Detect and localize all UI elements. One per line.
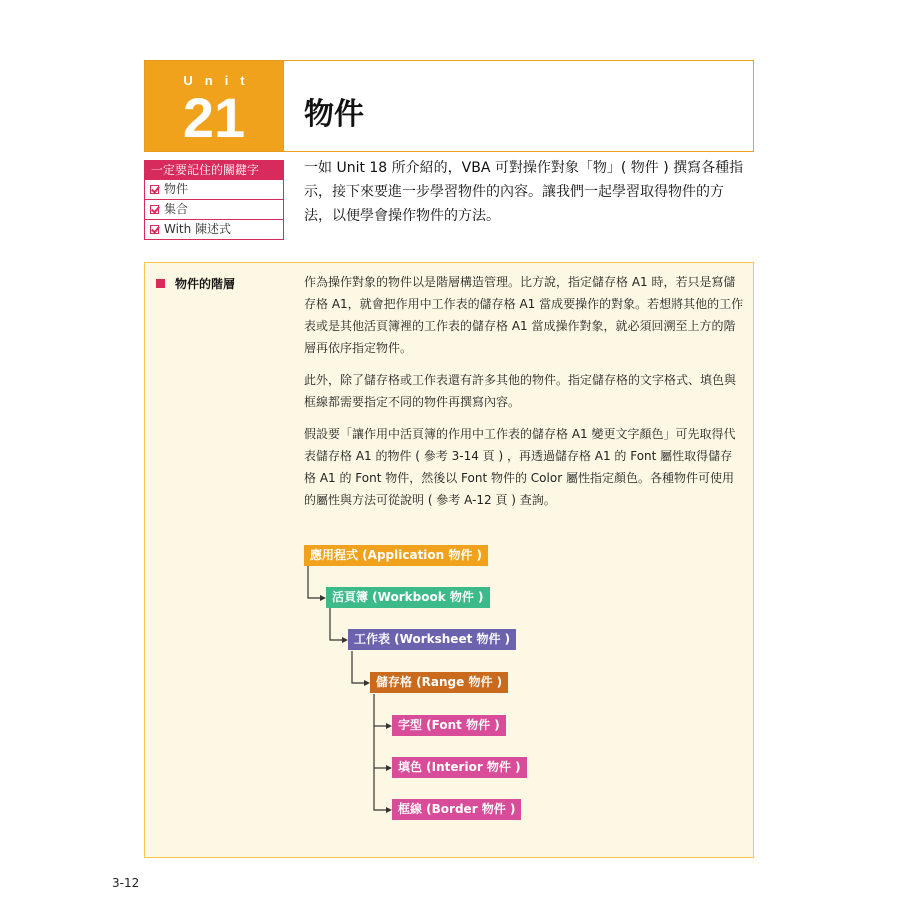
page-number: 3-12: [112, 876, 140, 890]
paragraph: 假設要「讓作用中活頁簿的作用中工作表的儲存格 A1 變更文字顏色」可先取得代表儲存格 A1 的物件 ( 參考 3-14 頁 ) ，再透過儲存格 A1 的 Font 屬性取得儲存格 A1 的 Font 物件，然後以 Font 物件的 Color 屬性指定顏色。各種物件可使用的屬性與方法可從說明 ( 參考 A-12 頁 ) 查詢。: [304, 427, 736, 507]
hierarchy-node-font: 字型 (Font 物件 ): [392, 715, 506, 736]
paragraph: 此外，除了儲存格或工作表還有許多其他的物件。指定儲存格的文字格式、填色與框線都需要指定不同的物件再撰寫內容。: [304, 373, 737, 409]
intro-text: 一如 Unit 18 所介紹的，VBA 可對操作對象「物」( 物件 ) 撰寫各種指示，接下來要進一步學習物件的內容。讓我們一起學習取得物件的方法，以便學會操作物件的方法。: [304, 160, 744, 224]
keyword-label: 物件: [164, 182, 189, 196]
section-title: 物件的階層: [175, 277, 236, 291]
keyword-label: 集合: [164, 202, 189, 216]
paragraph: 作為操作對象的物件以是階層構造管理。比方說，指定儲存格 A1 時，若只是寫儲存格 A1，就會把作用中工作表的儲存格 A1 當成要操作的對象。若想將其他的工作表或是其他活頁簿裡的工作表的儲存格 A1 當成操作對象，就必須回溯至上方的階層再依序指定物件。: [304, 275, 744, 355]
hierarchy-node-interior: 填色 (Interior 物件 ): [392, 757, 527, 778]
unit-label: Unit: [183, 73, 257, 88]
keywords-header: 一定要記住的關鍵字: [145, 161, 283, 179]
hierarchy-node-border: 框線 (Border 物件 ): [392, 799, 521, 820]
page-title: 物件: [304, 97, 364, 132]
keyword-label: With 陳述式: [164, 222, 232, 236]
hierarchy-node-application: 應用程式 (Application 物件 ): [304, 545, 488, 566]
hierarchy-node-range: 儲存格 (Range 物件 ): [370, 672, 508, 693]
unit-number: 21: [182, 86, 246, 149]
hierarchy-node-workbook: 活頁簿 (Workbook 物件 ): [326, 587, 490, 608]
hierarchy-node-worksheet: 工作表 (Worksheet 物件 ): [348, 629, 516, 650]
